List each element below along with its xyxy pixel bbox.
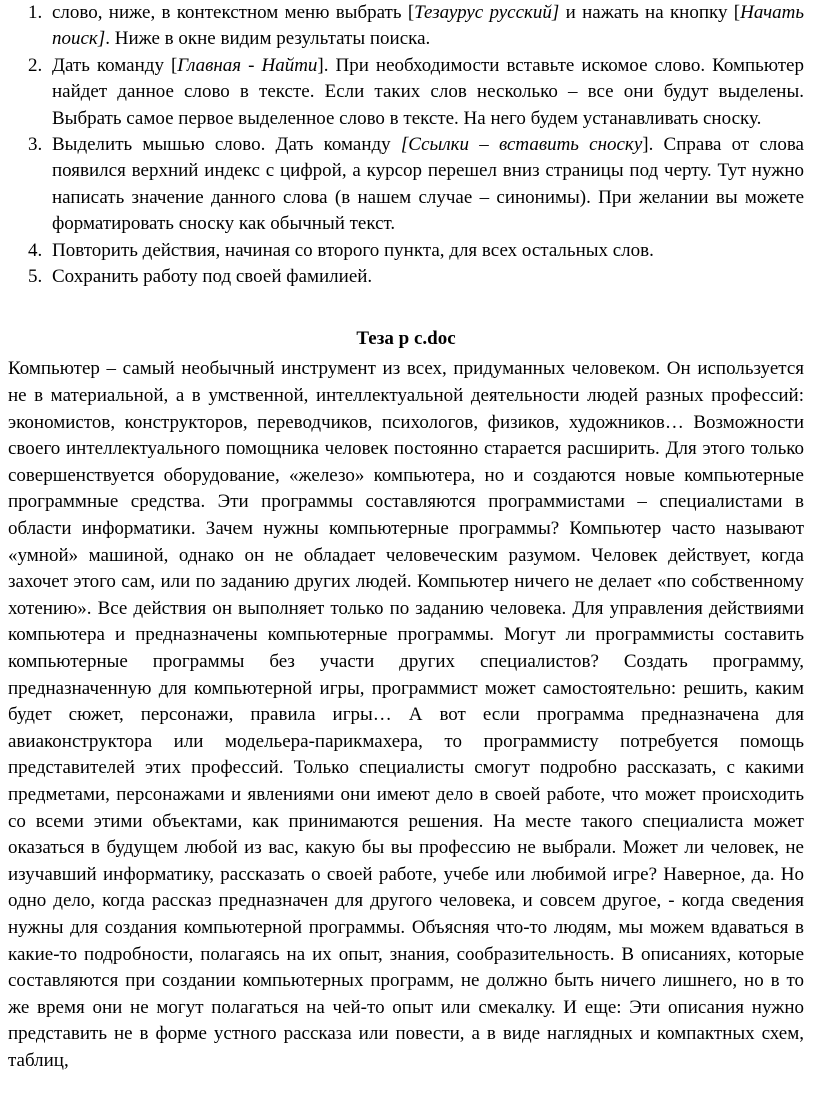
italic-command-text: Начать поиск] xyxy=(52,2,805,50)
italic-command-text: Тезаурус русский] xyxy=(414,2,560,23)
item-text xyxy=(52,0,804,53)
item-number: 1. xyxy=(28,2,43,23)
item-text xyxy=(52,238,804,264)
body-paragraph: Компьютер – самый необычный инструмент из всех, придуманных человеком. Он используется не в материальной, а в умственной, интеллектуальной деятельности людей разных профессий: экономистов, конструкторов, переводчиков, психологов, физиков, художников… Возможности своего интеллектуального помощника человек постоянно старается расширить. Для этого только совершенствуется оборудование, «железо» компьютера, но и создаются новые компьютерные программные средства. Эти программы составляются программистами – специалистами в области информатики. Зачем нужны компьютерные программы? Компьютер часто называют «умной» машиной, однако он не обладает человеческим разумом. Человек действует, когда захочет этого сам, или по заданию других людей. Компьютер ничего не делает «по собственному хотению». Все действия он выполняет только по заданию человека. Для управления действиями компьютера и предназначены компьютерные программы. Могут ли программисты составить компьютерные программы без участи других специалистов? Создать программу, предназначенную для компьютерной игры, программист может самостоятельно: решить, каким будет сюжет, персонажи, правила игры… А вот если программа предназначена для авиаконструктора или модельера-парикмахера, то программисту потребуется помощь представителей этих профессий. Только специалисты смогут подробно рассказать, с какими предметами, персонажами и явлениями они имеют дело в своей работе, что может происходить со всеми этими объектами, как принимаются решения. На месте такого специалиста может оказаться в будущем любой из вас, какую бы вы профессию не выбрали. Может ли человек, не изучавший информатику, рассказать о своей работе, учебе или любимой игре? Наверное, да. Но одно дело, когда рассказ предназначен для другого человека, и совсем другое, - когда сведения нужны для создания компьютерной программы. Объясняя что-то людям, мы можем вдаваться в какие-то подробности, полагаясь на их опыт, знания, сообразительность. В описаниях, которые составляются при создании компьютерных программ, не должно быть ничего лишнего, но в то же время они не могут полагаться на чей-то опыт или смекалку. И еще: Эти описания нужно представить не в форме устного рассказа или повести, а в виде наглядных и компактных схем, таблиц, xyxy=(8,358,804,1071)
item-text xyxy=(52,264,804,290)
text-run: . Ниже в окне видим результаты поиска. xyxy=(105,28,431,50)
text-run: Повторить действия, начиная со второго пункта, для всех остальных слов. xyxy=(52,239,654,261)
text-run: Выделить мышью слово. Дать команду xyxy=(52,134,401,156)
text-run: ]. Справа от слова появился верхний индекс с цифрой, а курсор перешел вниз страницы под черту. Тут нужно написать значение данного слова (в нашем случае – синонимы). При желании вы можете форматировать сноску как обычный текст. xyxy=(52,134,804,235)
italic-command-text: Главная - Найти xyxy=(177,54,318,76)
item-number: 4. xyxy=(28,239,43,261)
item-number: 2. xyxy=(28,54,43,76)
text-run: и нажать на кнопку [ xyxy=(559,2,741,23)
item-number: 5. xyxy=(28,266,43,288)
instruction-item xyxy=(8,238,804,264)
instruction-item xyxy=(8,264,804,290)
instruction-list xyxy=(8,0,804,290)
text-run: слово, ниже, в контекстном меню выбрать [ xyxy=(52,2,415,23)
item-text xyxy=(52,53,804,132)
document-title: Теза р с.doc xyxy=(356,328,456,350)
instruction-item xyxy=(8,0,804,53)
instruction-item xyxy=(8,53,804,132)
item-text xyxy=(52,132,804,238)
text-run: Сохранить работу под своей фамилией. xyxy=(52,266,373,288)
text-run: ]. При необходимости вставьте искомое слово. Компьютер найдет данное слово в тексте. Если таких слов несколько – все они будут выделены. Выбрать самое первое выделенное слово в тексте. На него будем устанавливать сноску. xyxy=(52,54,804,129)
instruction-item xyxy=(8,132,804,238)
italic-command-text: [Ссылки – вставить сноску xyxy=(400,134,643,156)
text-run: Дать команду [ xyxy=(52,54,178,76)
item-number: 3. xyxy=(28,134,43,156)
